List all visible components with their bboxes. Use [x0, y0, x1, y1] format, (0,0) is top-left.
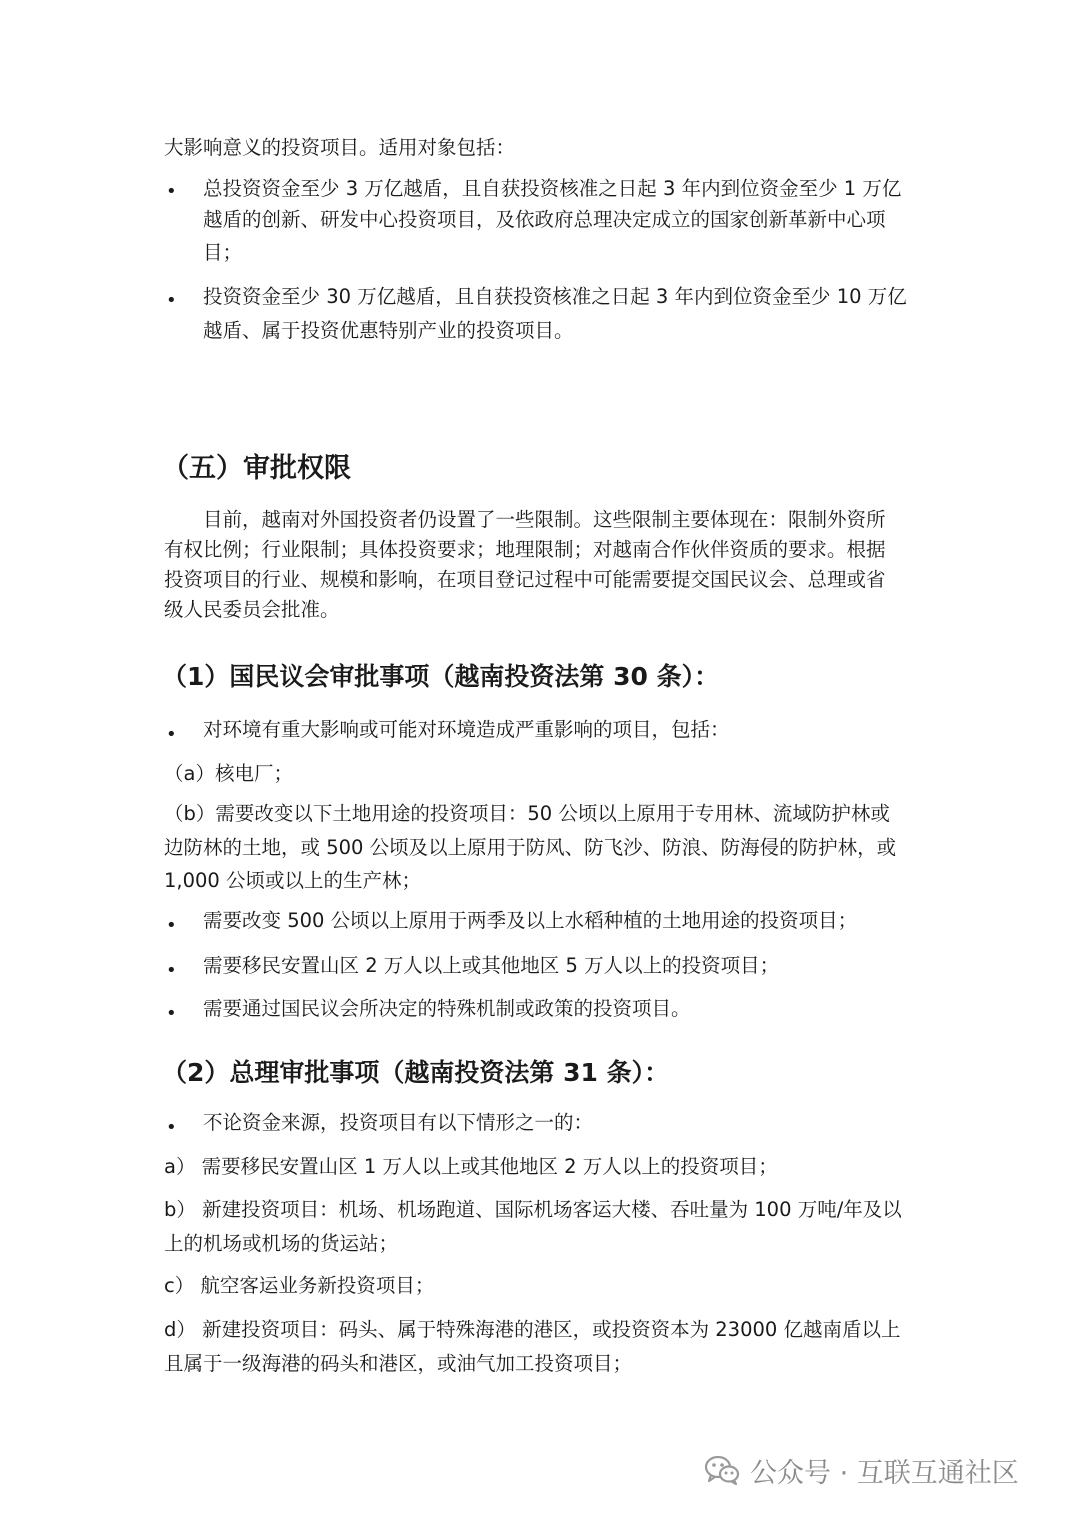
text-line: d） 新建投资项目：码头、属于特殊海港的港区，或投资资本为 23000 亿越南盾以上 [164, 1318, 901, 1341]
text-line: 总投资资金至少 3 万亿越盾，且自获投资核准之日起 3 年内到位资金至少 1 万亿 [203, 177, 902, 200]
bullet-marker: • [166, 724, 177, 745]
text-line: 需要移民安置山区 2 万人以上或其他地区 5 万人以上的投资项目； [203, 954, 780, 977]
text-line: 目； [203, 241, 243, 264]
text-line: b） 新建投资项目：机场、机场跑道、国际机场客运大楼、吞吐量为 100 万吨/年及以 [164, 1198, 902, 1221]
text-line: 越盾的创新、研发中心投资项目，及依政府总理决定成立的国家创新革新中心项 [203, 208, 886, 231]
text-line: （b）需要改变以下土地用途的投资项目：50 公顷以上原用于专用林、流域防护林或 [164, 802, 890, 825]
text-line: 需要通过国民议会所决定的特殊机制或政策的投资项目。 [203, 997, 691, 1020]
intro-line: 大影响意义的投资项目。适用对象包括： [164, 136, 516, 159]
text-line: 且属于一级海港的码头和港区，或油气加工投资项目； [164, 1352, 633, 1375]
text-line: 级人民委员会批准。 [164, 598, 340, 621]
bullet-marker: • [166, 960, 177, 981]
bullet-marker: • [166, 1117, 177, 1138]
text-line: 边防林的土地，或 500 公顷及以上原用于防风、防飞沙、防浪、防海侵的防护林，或 [164, 836, 897, 859]
text-line: 目前，越南对外国投资者仍设置了一些限制。这些限制主要体现在：限制外资所 [203, 508, 886, 531]
bullet-marker: • [166, 915, 177, 936]
text-line: 对环境有重大影响或可能对环境造成严重影响的项目，包括： [203, 718, 730, 741]
subsection-heading: （2）总理审批事项（越南投资法第 31 条）： [162, 1058, 670, 1087]
bullet-marker: • [166, 181, 177, 202]
text-line: c） 航空客运业务新投资项目； [164, 1274, 435, 1297]
bullet-marker: • [166, 290, 177, 311]
text-line: 需要改变 500 公顷以上原用于两季及以上水稻种植的土地用途的投资项目； [203, 909, 858, 932]
text-line: 上的机场或机场的货运站； [164, 1232, 399, 1255]
wechat-icon [704, 1454, 740, 1486]
text-line: 越盾、属于投资优惠特别产业的投资项目。 [203, 319, 574, 342]
text-line: a） 需要移民安置山区 1 万人以上或其他地区 2 万人以上的投资项目； [164, 1155, 778, 1178]
text-line: 投资资金至少 30 万亿越盾，且自获投资核准之日起 3 年内到位资金至少 10 万亿 [203, 285, 907, 308]
subsection-heading: （1）国民议会审批事项（越南投资法第 30 条）： [162, 662, 720, 691]
section-heading: （五）审批权限 [162, 453, 351, 484]
watermark [704, 1450, 1019, 1490]
watermark-text: 公众号 · 互联互通社区 [750, 1457, 1019, 1489]
text-line: （a）核电厂； [164, 762, 293, 785]
text-line: 有权比例；行业限制；具体投资要求；地理限制；对越南合作伙伴资质的要求。根据 [164, 538, 886, 561]
text-line: 投资项目的行业、规模和影响，在项目登记过程中可能需要提交国民议会、总理或省 [164, 568, 886, 591]
text-line: 不论资金来源，投资项目有以下情形之一的： [203, 1111, 594, 1134]
bullet-marker: • [166, 1003, 177, 1024]
text-line: 1,000 公顷或以上的生产林； [164, 869, 422, 892]
